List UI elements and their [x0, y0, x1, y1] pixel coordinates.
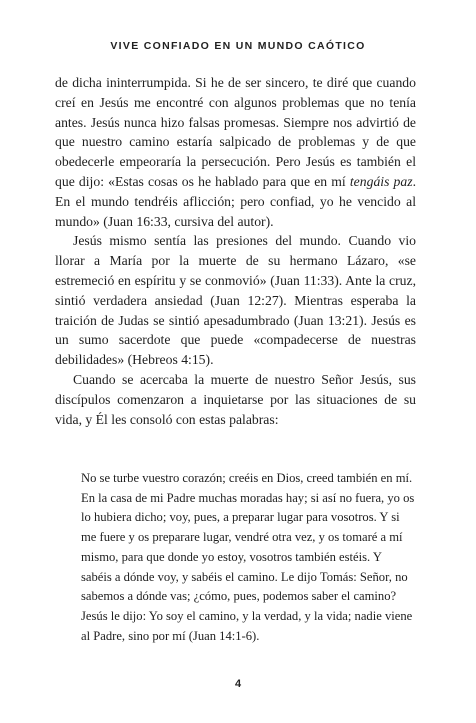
paragraph-1-text-a: de dicha ininterrumpida. Si he de ser sincero, te diré que cuando creí en Jesús me encontré con algunos problemas que no tenía antes. Jesús nunca hizo falsas promesas. Siempre nos advirtió de que nuestro camino estaría salpicado de problemas y de que obedecerle empeoraría la persecución. Pero Jesús es también el que dijo: «Estas cosas os he hablado para que en mí: [55, 75, 416, 189]
page-number: 4: [234, 678, 242, 690]
scripture-blockquote: [81, 469, 415, 646]
paragraph-1-text-b: . En el mundo tendréis aflicción; pero confiad, yo he vencido al mundo» (Juan 16:33, cursiva del autor).: [55, 173, 416, 229]
paragraph-1: [55, 73, 416, 231]
paragraph-3: Cuando se acercaba la muerte de nuestro Señor Jesús, sus discípulos comenzaron a inquietarse por las situaciones de su vida, y Él les consoló con estas palabras:: [55, 371, 416, 427]
paragraph-2: Jesús mismo sentía las presiones del mundo. Cuando vio llorar a María por la muerte de su hermano Lázaro, «se estremeció en espíritu y se conmovió» (Juan 11:33). Ante la cruz, sintió verdadera ansiedad (Juan 12:27). Mientras esperaba la traición de Judas se sintió apesadumbrado (Juan 13:21). Jesús es un sumo sacerdote que puede «compadecerse de nuestras debilidades» (Hebreos 4:15).: [55, 233, 416, 368]
blockquote-text: No se turbe vuestro corazón; creéis en Dios, creed también en mí. En la casa de mi Padre muchas moradas hay; si así no fuera, yo os lo hubiera dicho; voy, pues, a preparar lugar para vosotros. Y si me fuere y os preparare lugar, vendré otra vez, y os tomaré a mí mismo, para que donde yo estoy, vosotros también estéis. Y sabéis a dónde voy, y sabéis el camino. Le dijo Tomás: Señor, no sabemos a dónde vas; ¿cómo, pues, podemos saber el camino? Jesús le dijo: Yo soy el camino, y la verdad, y la vida; nadie viene al Padre, sino por mí (Juan 14:1-6).: [81, 471, 415, 643]
running-header: VIVE CONFIADO EN UN MUNDO CAÓTICO: [110, 40, 366, 52]
italic-emphasis: tengáis paz: [349, 173, 413, 189]
body-text: [55, 73, 416, 429]
